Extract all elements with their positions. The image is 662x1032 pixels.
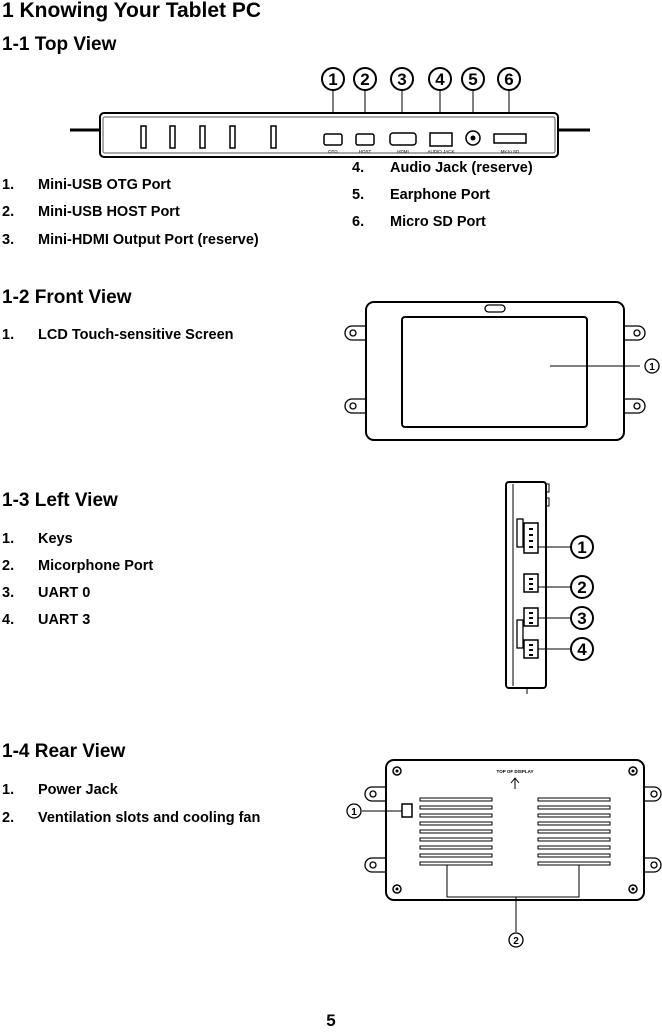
rear-callout-2-label: 2 <box>513 936 519 947</box>
top-callout-5-label: 5 <box>468 70 478 89</box>
rear-callout-1 <box>347 804 361 818</box>
left-callout-3 <box>571 607 593 629</box>
rear-item-2: 2. Ventilation slots and cooling fan <box>2 810 261 826</box>
left-callout-3-label: 3 <box>577 609 587 628</box>
left-item-2: 2. Micorphone Port <box>2 558 154 574</box>
rear-top-of-display-label: TOP OF DISPLAY <box>496 769 534 774</box>
port-label-hdmi: HDMI <box>397 149 409 154</box>
rear-item-1: 1. Power Jack <box>2 782 118 798</box>
top-item-6: 6. Micro SD Port <box>352 214 486 230</box>
front-item-1: 1. LCD Touch-sensitive Screen <box>2 327 234 343</box>
page-title: 1 Knowing Your Tablet PC <box>2 0 262 22</box>
top-item-2: 2. Mini-USB HOST Port <box>2 204 180 220</box>
top-callout-2-label: 2 <box>360 70 370 89</box>
top-item-5: 5. Earphone Port <box>352 187 490 203</box>
port-label-host: HOST <box>358 149 372 154</box>
left-callout-2-label: 2 <box>577 578 587 597</box>
rear-view-diagram <box>340 752 660 952</box>
top-view-diagram <box>0 0 662 170</box>
left-view-diagram <box>500 478 610 693</box>
left-callout-1 <box>571 536 593 558</box>
left-item-4: 4. UART 3 <box>2 612 91 628</box>
left-callout-1-label: 1 <box>577 538 587 557</box>
section-heading-left-view: 1-3 Left View <box>2 490 118 511</box>
top-callout-3-label: 3 <box>397 70 407 89</box>
left-item-1: 1. Keys <box>2 531 73 547</box>
top-device-body <box>70 113 590 157</box>
rear-callout-2 <box>509 933 523 947</box>
section-heading-front-view: 1-2 Front View <box>2 287 132 308</box>
left-callout-4 <box>571 638 593 660</box>
left-callout-4-label: 4 <box>577 640 587 659</box>
top-callout-1-label: 1 <box>328 70 338 89</box>
front-callout-1 <box>645 359 659 373</box>
port-label-audio-jack: AUDIO JACK <box>427 149 455 154</box>
page-number: 5 <box>326 1011 336 1030</box>
top-item-4: 4. Audio Jack (reserve) <box>352 160 533 176</box>
top-callout-6-label: 6 <box>504 70 514 89</box>
port-label-micro-sd: Micro SD <box>500 149 520 154</box>
top-callout-4-label: 4 <box>435 70 445 89</box>
front-view-diagram <box>340 296 660 446</box>
left-callout-2 <box>571 576 593 598</box>
section-heading-top-view: 1-1 Top View <box>2 34 117 55</box>
rear-callout-1-label: 1 <box>351 807 357 818</box>
front-callout-1-label: 1 <box>649 362 655 373</box>
left-item-3: 3. UART 0 <box>2 585 91 601</box>
top-item-3: 3. Mini-HDMI Output Port (reserve) <box>2 232 259 248</box>
port-label-otg: OTG <box>328 149 338 154</box>
top-item-1: 1. Mini-USB OTG Port <box>2 177 171 193</box>
section-heading-rear-view: 1-4 Rear View <box>2 741 126 762</box>
